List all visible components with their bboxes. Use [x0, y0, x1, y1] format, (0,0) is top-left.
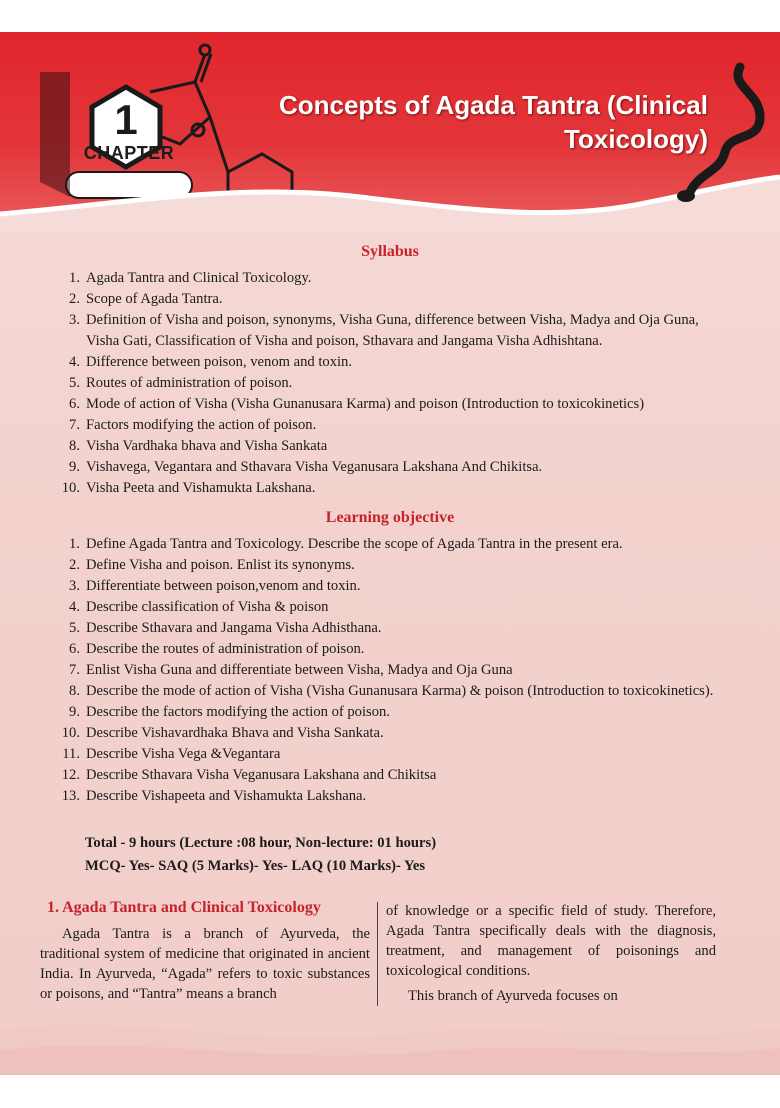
list-item: 3. Definition of Visha and poison, synonyms, Visha Guna, difference between Visha, Madya and Oja Guna, Visha Gati, Classification of Visha and poison, Sthavara and Jangama Visha Adhishtana.	[69, 312, 699, 349]
list-item: 10. Visha Peeta and Vishamukta Lakshana.	[61, 480, 316, 496]
footer-waves	[0, 990, 780, 1080]
list-item: 7. Enlist Visha Guna and differentiate between Visha, Madya and Oja Guna	[69, 662, 513, 678]
assessment-line: MCQ- Yes- SAQ (5 Marks)- Yes- LAQ (10 Marks)- Yes	[85, 858, 426, 874]
list-item: 7. Factors modifying the action of poison.	[69, 417, 317, 433]
learning-objective-list	[40, 534, 730, 807]
list-item: 12. Describe Sthavara Visha Veganusara Lakshana and Chikitsa	[61, 767, 437, 783]
list-item: 5. Routes of administration of poison.	[69, 375, 293, 391]
list-item: 4. Difference between poison, venom and toxin.	[69, 354, 352, 370]
chapter-number: 1	[114, 96, 138, 143]
list-item: 8. Describe the mode of action of Visha (Visha Gunanusara Karma) & poison (Introduction to toxicokinetics).	[69, 683, 714, 699]
paragraph-right: of knowledge or a specific field of study. Therefore, Agada Tantra specifically deals with the diagnosis, treatment, and management of poisonings and toxicological conditions.	[386, 903, 716, 979]
list-item: 5. Describe Sthavara and Jangama Visha Adhisthana.	[69, 620, 382, 636]
list-item: 10. Describe Vishavardhaka Bhava and Visha Sankata.	[61, 725, 384, 741]
paragraph-left: Agada Tantra is a branch of Ayurveda, the traditional system of medicine that originated in ancient India. In Ayurveda, “Agada” refers to toxic substances or poisons, and “Tantra” means a branch	[40, 926, 370, 1002]
chapter-label: CHAPTER	[83, 143, 175, 163]
list-item: 1. Define Agada Tantra and Toxicology. Describe the scope of Agada Tantra in the present era.	[69, 536, 623, 552]
syllabus-list	[40, 268, 730, 499]
list-item: 9. Describe the factors modifying the action of poison.	[69, 704, 390, 720]
list-item: 4. Describe classification of Visha & poison	[69, 599, 329, 615]
list-item: 8. Visha Vardhaka bhava and Visha Sankata	[69, 438, 328, 454]
list-item: 3. Differentiate between poison,venom and toxin.	[69, 578, 361, 594]
list-item: 13. Describe Vishapeeta and Vishamukta Lakshana.	[61, 788, 367, 804]
list-item: 2. Scope of Agada Tantra.	[69, 291, 223, 307]
total-hours: Total - 9 hours (Lecture :08 hour, Non-lecture: 01 hours)	[85, 835, 437, 851]
list-item: 2. Define Visha and poison. Enlist its synonyms.	[69, 557, 355, 573]
syllabus-heading: Syllabus	[361, 243, 419, 260]
list-item: 6. Describe the routes of administration of poison.	[69, 641, 365, 657]
bottom-margin	[0, 1075, 780, 1108]
chapter-title: Concepts of Agada Tantra (Clinical Toxicology)	[278, 90, 708, 154]
list-item: 6. Mode of action of Visha (Visha Gunanusara Karma) and poison (Introduction to toxicokinetics)	[69, 396, 645, 412]
paragraph-right-continued: This branch of Ayurveda focuses on	[408, 988, 618, 1004]
learning-objective-heading: Learning objective	[325, 509, 455, 526]
list-item: 11. Describe Visha Vega &Vegantara	[62, 746, 281, 762]
top-margin	[0, 0, 780, 32]
section-heading: 1. Agada Tantra and Clinical Toxicology	[47, 899, 321, 916]
chapter-tab	[66, 172, 192, 198]
list-item: 1. Agada Tantra and Clinical Toxicology.	[69, 270, 312, 286]
list-item: 9. Vishavega, Vegantara and Sthavara Visha Veganusara Lakshana And Chikitsa.	[69, 459, 543, 475]
